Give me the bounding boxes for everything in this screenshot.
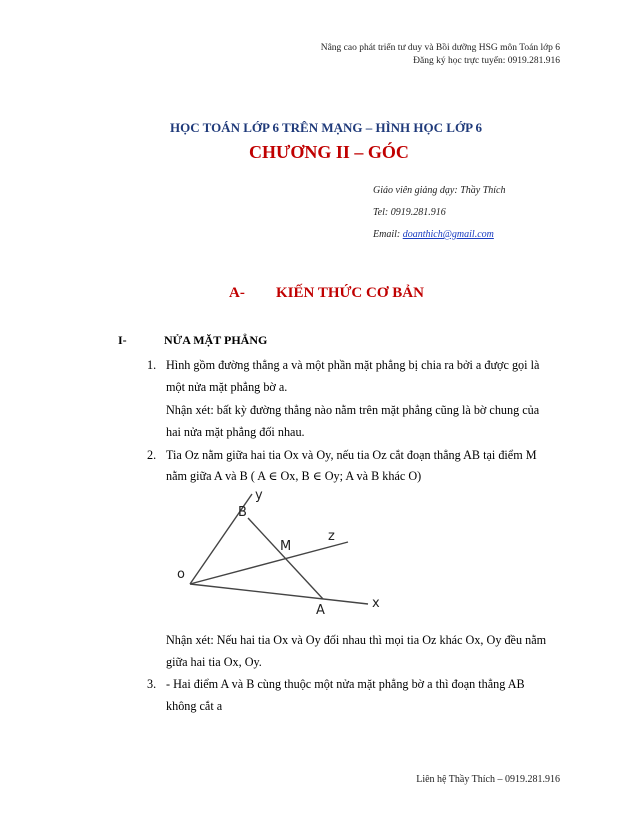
segment-ab [248, 518, 323, 599]
section-heading-a [229, 285, 424, 302]
header-line-2: Đăng ký học trực tuyến: 0919.281.916 [413, 56, 560, 66]
teacher-name: Giáo viên giảng dạy: Thầy Thích [373, 185, 506, 196]
label-z: z [328, 529, 335, 544]
ray-ox [190, 584, 368, 604]
item-1-line-2: một nửa mặt phẳng bờ a. [166, 380, 288, 394]
ray-oz [190, 542, 348, 584]
label-b: B [238, 505, 247, 520]
email-link[interactable]: doanthich@gmail.com [402, 229, 494, 240]
page-footer: Liên hệ Thầy Thích – 0919.281.916 [416, 774, 560, 785]
item-1-line-1: Hình gồm đường thẳng a và một phần mặt phẳng bị chia ra bởi a được gọi là [166, 358, 540, 372]
label-x: x [372, 596, 380, 611]
part-title: NỬA MẶT PHẲNG [164, 333, 268, 347]
teacher-info [373, 180, 505, 246]
item-1-line-3: Nhận xét: bất kỳ đường thẳng nào nằm trên mặt phẳng cũng là bờ chung của [166, 403, 540, 417]
item-2-note-1: Nhận xét: Nếu hai tia Ox và Oy đối nhau thì mọi tia Oz khác Ox, Oy đều nằm [166, 633, 547, 647]
item-2-line-2: nằm giữa A và B ( A ∈ Ox, B ∈ Oy; A và B khác O) [166, 469, 422, 483]
chapter-title: CHƯƠNG II – GÓC [249, 142, 409, 162]
part-heading-i [118, 333, 267, 348]
section-title: KIẾN THỨC CƠ BẢN [276, 285, 424, 301]
label-m: M [280, 539, 292, 554]
item-2-number: 2. [147, 448, 157, 462]
geometry-figure [172, 486, 392, 616]
label-y: y [255, 488, 263, 503]
teacher-tel: Tel: 0919.281.916 [373, 207, 446, 218]
section-number: A- [229, 285, 245, 301]
item-3-line-2: không cắt a [166, 699, 223, 713]
item-1-line-4: hai nửa mặt phẳng đối nhau. [166, 425, 305, 439]
item-2-note-2: giữa hai tia Ox, Oy. [166, 655, 262, 669]
item-2-line-1: Tia Oz nằm giữa hai tia Ox và Oy, nếu tia Oz cắt đoạn thẳng AB tại điểm M [166, 448, 537, 462]
item-3-line-1: - Hai điểm A và B cùng thuộc một nửa mặt phẳng bờ a thì đoạn thẳng AB [166, 677, 525, 691]
document-title: HỌC TOÁN LỚP 6 TRÊN MẠNG – HÌNH HỌC LỚP 6 [170, 120, 483, 135]
item-3-number: 3. [147, 677, 157, 691]
item-1-number: 1. [147, 358, 157, 372]
label-o: o [177, 567, 185, 582]
header-line-1: Nâng cao phát triển tư duy và Bồi dưỡng HSG môn Toán lớp 6 [320, 43, 560, 53]
label-a: A [316, 603, 325, 616]
page-header [321, 42, 560, 68]
teacher-email-line [373, 224, 505, 246]
email-label: Email: [373, 229, 403, 240]
part-number: I- [118, 333, 127, 347]
